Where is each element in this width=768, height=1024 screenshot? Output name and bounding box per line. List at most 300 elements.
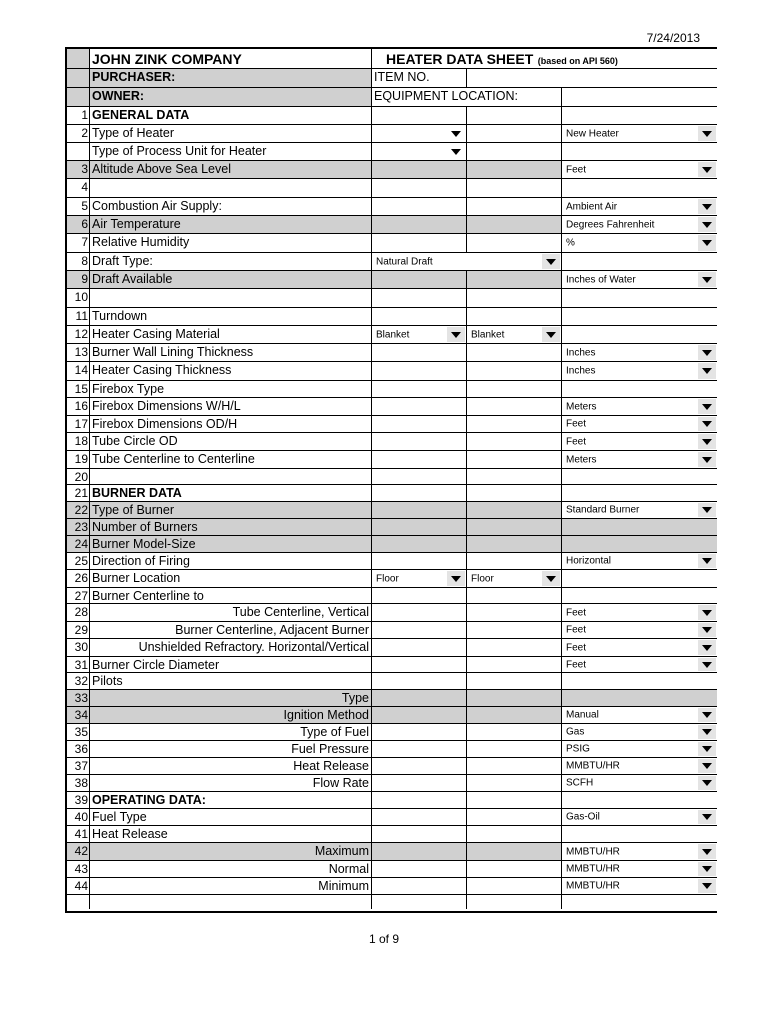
value-field-1[interactable] — [372, 553, 467, 569]
chevron-down-icon[interactable] — [698, 725, 716, 739]
unit-dropdown[interactable] — [563, 623, 716, 637]
chevron-down-icon[interactable] — [698, 862, 716, 876]
unit-field — [562, 690, 717, 706]
row-number: 13 — [67, 344, 90, 361]
row-label: BURNER DATA — [90, 485, 372, 501]
chevron-down-icon[interactable] — [698, 605, 716, 620]
dropdown-value: Inches of Water — [566, 274, 636, 285]
unit-dropdown[interactable] — [563, 162, 716, 177]
unit-dropdown[interactable] — [563, 742, 716, 756]
value-field-1[interactable] — [372, 469, 467, 484]
value-field-2[interactable] — [467, 451, 562, 468]
dropdown-value: Degrees Fahrenheit — [566, 219, 655, 230]
row-number: 19 — [67, 451, 90, 468]
chevron-down-icon[interactable] — [698, 399, 716, 414]
unit-field[interactable] — [562, 234, 717, 252]
value-field-1[interactable] — [372, 690, 467, 706]
unit-field[interactable] — [562, 775, 717, 791]
chevron-down-icon[interactable] — [698, 776, 716, 790]
value-field-2[interactable] — [467, 216, 562, 233]
value-field-1[interactable] — [372, 198, 467, 215]
value-field-1[interactable] — [372, 861, 467, 877]
row-label: Minimum — [90, 878, 372, 894]
form-row-r21 — [67, 485, 717, 502]
dropdown-control[interactable] — [447, 126, 465, 141]
value-field-1[interactable] — [372, 639, 467, 656]
value-field-2[interactable] — [467, 433, 562, 450]
row-number: 4 — [67, 179, 90, 197]
chevron-down-icon[interactable] — [698, 742, 716, 756]
chevron-down-icon[interactable] — [698, 345, 716, 360]
unit-dropdown[interactable] — [563, 658, 716, 671]
form-row-r28 — [67, 604, 717, 622]
row-label: Firebox Dimensions W/H/L — [90, 398, 372, 415]
value-field-1[interactable] — [372, 161, 467, 178]
chevron-down-icon[interactable] — [447, 144, 465, 159]
unit-dropdown[interactable] — [563, 417, 716, 431]
value-field-2[interactable] — [467, 381, 562, 397]
value-field-1[interactable] — [372, 143, 467, 160]
unit-field — [562, 179, 717, 197]
unit-dropdown[interactable] — [563, 725, 716, 739]
row-number: 14 — [67, 362, 90, 380]
unit-field — [562, 895, 717, 909]
value-field-2[interactable] — [467, 809, 562, 825]
unit-field[interactable] — [562, 741, 717, 757]
value-field-1[interactable] — [372, 792, 467, 808]
dropdown-value: Feet — [566, 418, 587, 430]
unit-field[interactable] — [562, 125, 717, 142]
page-number: 1 of 9 — [368, 932, 400, 946]
row-number: 17 — [67, 416, 90, 432]
value-field-2[interactable] — [467, 826, 562, 842]
dropdown-value: Gas — [566, 726, 585, 738]
value-field-2[interactable] — [467, 775, 562, 791]
unit-field — [562, 253, 717, 270]
unit-dropdown[interactable] — [563, 345, 716, 360]
row-label: Fuel Pressure — [90, 741, 372, 757]
unit-field — [562, 588, 717, 603]
row-label: Fuel Type — [90, 809, 372, 825]
value-field-1[interactable] — [372, 125, 467, 142]
unit-field[interactable] — [562, 758, 717, 774]
unit-field[interactable] — [562, 198, 717, 215]
unit-dropdown[interactable] — [563, 272, 716, 287]
value-field-2[interactable] — [467, 308, 562, 325]
unit-field[interactable] — [562, 416, 717, 432]
row-label: Burner Circle Diameter — [90, 657, 372, 672]
value-field-1[interactable] — [372, 657, 467, 672]
dropdown-value: Feet — [566, 607, 587, 618]
chevron-down-icon[interactable] — [698, 658, 716, 671]
dropdown-value: Floor — [471, 573, 494, 584]
unit-dropdown[interactable] — [563, 554, 716, 568]
value-field-2[interactable] — [467, 861, 562, 877]
row-number: 8 — [67, 253, 90, 270]
row-label: Turndown — [90, 308, 372, 325]
unit-dropdown[interactable] — [563, 776, 716, 790]
row-number: 42 — [67, 843, 90, 860]
unit-field[interactable] — [562, 724, 717, 740]
unit-dropdown[interactable] — [563, 363, 716, 379]
form-row-r14 — [67, 362, 717, 381]
unit-field[interactable] — [562, 216, 717, 233]
row-number: 41 — [67, 826, 90, 842]
chevron-down-icon[interactable] — [698, 452, 716, 467]
value-field-2[interactable] — [467, 690, 562, 706]
chevron-down-icon[interactable] — [698, 503, 716, 517]
row-label: Burner Centerline to — [90, 588, 372, 603]
unit-dropdown[interactable] — [563, 217, 716, 232]
dropdown-value: Horizontal — [566, 555, 612, 567]
chevron-down-icon[interactable] — [447, 126, 465, 141]
value-field-1[interactable] — [372, 826, 467, 842]
row-number: 15 — [67, 381, 90, 397]
row-number: 1 — [67, 107, 90, 124]
value-field-2[interactable] — [467, 604, 562, 621]
value-field-2[interactable] — [467, 741, 562, 757]
value-field-1[interactable] — [372, 451, 467, 468]
form-row-r18 — [67, 433, 717, 451]
value-field-1[interactable] — [372, 588, 467, 603]
value-field-1[interactable] — [372, 308, 467, 325]
row-number: 32 — [67, 673, 90, 689]
value-field-2[interactable] — [467, 878, 562, 894]
value-field-2[interactable] — [467, 622, 562, 638]
value-field-2[interactable] — [467, 125, 562, 142]
row-label: Type of Burner — [90, 502, 372, 518]
value-field-2[interactable] — [467, 553, 562, 569]
row-number: 38 — [67, 775, 90, 791]
chevron-down-icon[interactable] — [698, 810, 716, 824]
purchaser-label: PURCHASER: — [90, 69, 372, 87]
unit-dropdown[interactable] — [563, 810, 716, 824]
form-row-r16 — [67, 398, 717, 416]
row-label: Ignition Method — [90, 707, 372, 723]
sheet-title-note: (based on API 560) — [537, 56, 618, 66]
chevron-down-icon[interactable] — [698, 126, 716, 141]
unit-field[interactable] — [562, 878, 717, 894]
form-row-r11 — [67, 308, 717, 326]
value-field-1[interactable] — [372, 604, 467, 621]
form-row-r42 — [67, 843, 717, 861]
chevron-down-icon[interactable] — [698, 623, 716, 637]
row-label — [90, 179, 372, 197]
value-field-1[interactable] — [372, 775, 467, 791]
unit-field[interactable] — [562, 344, 717, 361]
chevron-down-icon[interactable] — [698, 640, 716, 655]
row-label: Air Temperature — [90, 216, 372, 233]
row-number: 23 — [67, 519, 90, 535]
unit-dropdown[interactable] — [563, 235, 716, 251]
unit-dropdown[interactable] — [563, 399, 716, 414]
value-field-2[interactable] — [467, 895, 562, 909]
chevron-down-icon[interactable] — [447, 327, 465, 342]
row-number: 28 — [67, 604, 90, 621]
form-row-r8 — [67, 253, 717, 271]
value2-dropdown[interactable] — [468, 327, 560, 342]
unit-field[interactable] — [562, 809, 717, 825]
unit-field[interactable] — [562, 843, 717, 860]
value-field-2[interactable] — [467, 536, 562, 552]
form-row-r40 — [67, 809, 717, 826]
row-label: Number of Burners — [90, 519, 372, 535]
value-field-1[interactable] — [372, 398, 467, 415]
row-number: 29 — [67, 622, 90, 638]
row-label: Flow Rate — [90, 775, 372, 791]
chevron-down-icon[interactable] — [447, 571, 465, 586]
form-row-r44 — [67, 878, 717, 895]
value-field-1[interactable] — [372, 271, 467, 288]
form-row-r35 — [67, 724, 717, 741]
unit-dropdown[interactable] — [563, 452, 716, 467]
form-row-blank — [67, 895, 717, 909]
row-number: 16 — [67, 398, 90, 415]
value-field-1[interactable] — [372, 622, 467, 638]
row-label: Unshielded Refractory. Horizontal/Vertical — [90, 639, 372, 656]
unit-field[interactable] — [562, 398, 717, 415]
chevron-down-icon[interactable] — [698, 217, 716, 232]
chevron-down-icon[interactable] — [698, 708, 716, 722]
value-field-2[interactable] — [467, 161, 562, 178]
unit-field[interactable] — [562, 271, 717, 288]
unit-field[interactable] — [562, 553, 717, 569]
value-field-2[interactable] — [467, 673, 562, 689]
value-field-2[interactable] — [467, 707, 562, 723]
unit-field — [562, 289, 717, 307]
unit-field[interactable] — [562, 639, 717, 656]
unit-dropdown[interactable] — [563, 434, 716, 449]
unit-field[interactable] — [562, 657, 717, 672]
value-field-1[interactable] — [372, 878, 467, 894]
row-number: 25 — [67, 553, 90, 569]
value-field-2[interactable] — [467, 639, 562, 656]
row-label: Draft Available — [90, 271, 372, 288]
row-number: 6 — [67, 216, 90, 233]
value-field-2[interactable] — [467, 588, 562, 603]
header-row-owner — [67, 88, 717, 107]
value-field-1[interactable] — [372, 326, 467, 343]
form-row-r37 — [67, 758, 717, 775]
unit-field — [562, 107, 717, 124]
value-field-2[interactable] — [467, 143, 562, 160]
row-label: Burner Wall Lining Thickness — [90, 344, 372, 361]
row-label — [90, 289, 372, 307]
unit-field[interactable] — [562, 362, 717, 380]
value-field-1[interactable] — [372, 673, 467, 689]
dropdown-value: Inches — [566, 365, 596, 377]
value-field-1[interactable] — [372, 809, 467, 825]
unit-dropdown[interactable] — [563, 862, 716, 876]
unit-dropdown[interactable] — [563, 503, 716, 517]
value-field-2[interactable] — [467, 344, 562, 361]
unit-dropdown[interactable] — [563, 199, 716, 214]
row-label: Pilots — [90, 673, 372, 689]
equipment-location-field[interactable] — [562, 88, 717, 106]
value-field-1[interactable] — [372, 344, 467, 361]
row-label: OPERATING DATA: — [90, 792, 372, 808]
value-field-2[interactable] — [467, 502, 562, 518]
value-field-1[interactable] — [372, 724, 467, 740]
value-field-2[interactable] — [467, 326, 562, 343]
dropdown-control[interactable] — [447, 144, 465, 159]
row-number: 27 — [67, 588, 90, 603]
value-field-1[interactable] — [372, 216, 467, 233]
value-field-1[interactable] — [372, 707, 467, 723]
value-field-1[interactable] — [372, 362, 467, 380]
form-row-r43 — [67, 861, 717, 878]
value1-dropdown[interactable] — [373, 327, 465, 342]
value-field-2[interactable] — [467, 485, 562, 501]
unit-field — [562, 485, 717, 501]
chevron-down-icon[interactable] — [698, 879, 716, 893]
company-name: JOHN ZINK COMPANY — [90, 49, 372, 68]
unit-dropdown[interactable] — [563, 605, 716, 620]
dropdown-value: SCFH — [566, 777, 594, 789]
dropdown-value: MMBTU/HR — [566, 863, 620, 875]
chevron-down-icon[interactable] — [698, 759, 716, 773]
value-field-2[interactable] — [467, 792, 562, 808]
form-row-r15 — [67, 381, 717, 398]
unit-dropdown[interactable] — [563, 640, 716, 655]
value-field-1[interactable] — [372, 433, 467, 450]
value-field-2[interactable] — [467, 289, 562, 307]
row-label: Burner Location — [90, 570, 372, 587]
unit-field[interactable] — [562, 622, 717, 638]
form-row-r10 — [67, 289, 717, 308]
row-number: 7 — [67, 234, 90, 252]
unit-field[interactable] — [562, 433, 717, 450]
unit-dropdown[interactable] — [563, 126, 716, 141]
dropdown-value: PSIG — [566, 743, 590, 755]
unit-field[interactable] — [562, 604, 717, 621]
value-field-2[interactable] — [467, 398, 562, 415]
value-field-2[interactable] — [467, 724, 562, 740]
unit-field — [562, 381, 717, 397]
header-row-company — [67, 49, 717, 69]
row-number: 26 — [67, 570, 90, 587]
value-field-2[interactable] — [467, 179, 562, 197]
value-field-2[interactable] — [467, 234, 562, 252]
value-field-2[interactable] — [467, 519, 562, 535]
chevron-down-icon[interactable] — [698, 434, 716, 449]
sheet-title — [372, 49, 717, 68]
value-field-2[interactable] — [467, 657, 562, 672]
unit-field[interactable] — [562, 861, 717, 877]
row-label: Maximum — [90, 843, 372, 860]
dropdown-value: Meters — [566, 454, 597, 465]
value-field-1[interactable] — [372, 519, 467, 535]
form-row-r24 — [67, 536, 717, 553]
value-field-1[interactable] — [372, 179, 467, 197]
value-field-2[interactable] — [467, 843, 562, 860]
chevron-down-icon[interactable] — [698, 554, 716, 568]
unit-field — [562, 308, 717, 325]
unit-field[interactable] — [562, 707, 717, 723]
value-field-1[interactable] — [372, 381, 467, 397]
chevron-down-icon[interactable] — [698, 235, 716, 251]
dropdown-value: Manual — [566, 709, 599, 721]
row-number — [67, 69, 90, 87]
value2-dropdown[interactable] — [468, 571, 560, 586]
chevron-down-icon[interactable] — [542, 254, 560, 269]
chevron-down-icon[interactable] — [542, 571, 560, 586]
value-field[interactable] — [372, 253, 562, 270]
value-field-2[interactable] — [467, 198, 562, 215]
row-number: 43 — [67, 861, 90, 877]
dropdown-value: Inches — [566, 347, 596, 358]
row-label: GENERAL DATA — [90, 107, 372, 124]
chevron-down-icon[interactable] — [542, 327, 560, 342]
value-field-2[interactable] — [467, 570, 562, 587]
item-no-field[interactable] — [467, 69, 717, 87]
form-row-r13 — [67, 344, 717, 362]
draft-type-dropdown[interactable] — [373, 254, 560, 269]
value-field-2[interactable] — [467, 469, 562, 484]
value-field-1[interactable] — [372, 416, 467, 432]
form-row-r12 — [67, 326, 717, 344]
value-field-1[interactable] — [372, 289, 467, 307]
value-field-1[interactable] — [372, 895, 467, 909]
value-field-2[interactable] — [467, 416, 562, 432]
value-field-1[interactable] — [372, 536, 467, 552]
value1-dropdown[interactable] — [373, 571, 465, 586]
chevron-down-icon[interactable] — [698, 363, 716, 379]
row-number: 44 — [67, 878, 90, 894]
value-field-1[interactable] — [372, 741, 467, 757]
row-number: 37 — [67, 758, 90, 774]
chevron-down-icon[interactable] — [698, 272, 716, 287]
chevron-down-icon[interactable] — [698, 199, 716, 214]
row-number — [67, 143, 90, 160]
unit-field — [562, 673, 717, 689]
unit-dropdown[interactable] — [563, 879, 716, 893]
row-label: Type of Process Unit for Heater — [90, 143, 372, 160]
row-label: Type — [90, 690, 372, 706]
unit-dropdown[interactable] — [563, 844, 716, 859]
unit-field[interactable] — [562, 451, 717, 468]
chevron-down-icon[interactable] — [698, 844, 716, 859]
value-field-2[interactable] — [467, 271, 562, 288]
row-label: Type of Heater — [90, 125, 372, 142]
unit-dropdown[interactable] — [563, 759, 716, 773]
value-field-1[interactable] — [372, 485, 467, 501]
value-field-2[interactable] — [467, 362, 562, 380]
value-field-2[interactable] — [467, 107, 562, 124]
unit-dropdown[interactable] — [563, 708, 716, 722]
unit-field[interactable] — [562, 161, 717, 178]
unit-field — [562, 536, 717, 552]
chevron-down-icon[interactable] — [698, 417, 716, 431]
value-field-1[interactable] — [372, 107, 467, 124]
row-number: 30 — [67, 639, 90, 656]
form-row-r29 — [67, 622, 717, 639]
unit-field — [562, 792, 717, 808]
form-row-r36 — [67, 741, 717, 758]
value-field-2[interactable] — [467, 758, 562, 774]
row-number: 35 — [67, 724, 90, 740]
unit-field[interactable] — [562, 502, 717, 518]
value-field-1[interactable] — [372, 570, 467, 587]
value-field-1[interactable] — [372, 843, 467, 860]
value-field-1[interactable] — [372, 234, 467, 252]
row-label — [90, 895, 372, 909]
form-row-r25 — [67, 553, 717, 570]
value-field-1[interactable] — [372, 758, 467, 774]
chevron-down-icon[interactable] — [698, 162, 716, 177]
row-number — [67, 895, 90, 909]
value-field-1[interactable] — [372, 502, 467, 518]
